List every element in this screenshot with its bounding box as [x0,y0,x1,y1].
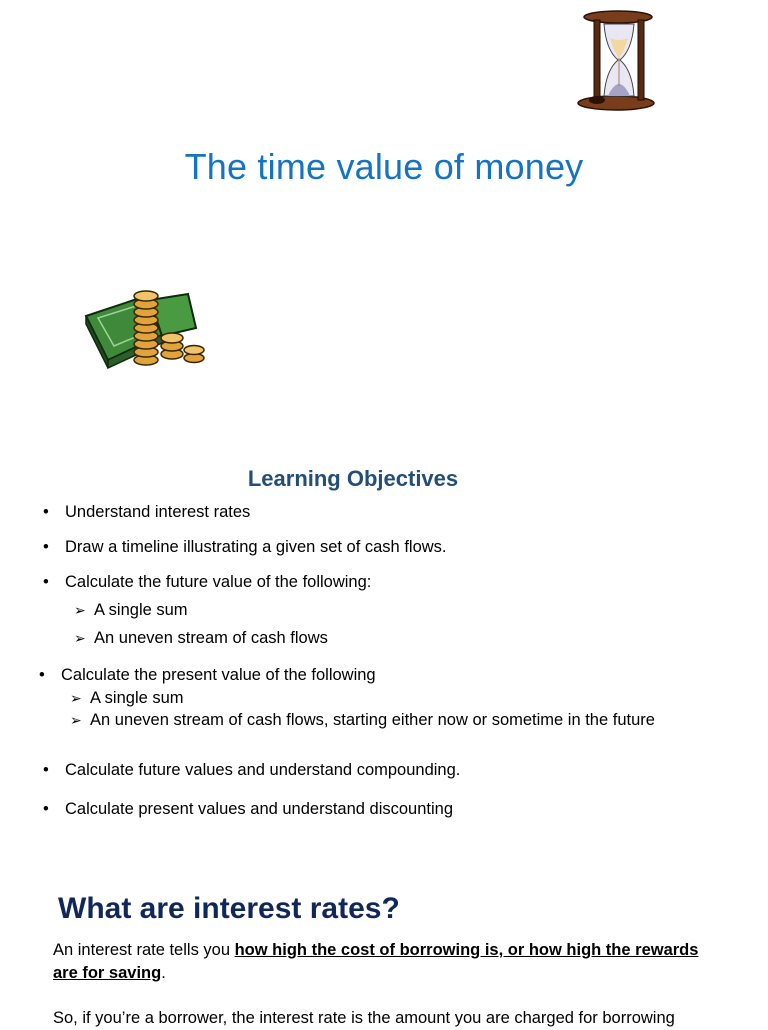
borrower-paragraph: So, if you’re a borrower, the interest rate is the amount you are charged for borrowing [53,1009,675,1027]
objective-item [43,503,250,522]
objective-text: Calculate the future value of the following: [65,573,372,591]
emphasized-text: how high the cost of borrowing is, or how high the rewards are for saving [53,941,699,982]
page-title: The time value of money [184,146,584,187]
hourglass-icon [574,10,658,112]
arrow-bullet-icon: ➢ [74,602,86,618]
sub-item-text: An uneven stream of cash flows [94,629,328,647]
arrow-bullet-icon: ➢ [70,690,82,706]
interest-rate-paragraph [53,939,723,985]
sub-item-text: An uneven stream of cash flows, starting either now or sometime in the future [90,711,655,729]
objective-item [43,573,371,592]
sub-item-text: A single sum [94,601,188,619]
objective-text: Draw a timeline illustrating a given set of cash flows. [65,538,447,556]
bullet-glyph: • [39,666,45,684]
bullet-glyph: • [43,761,49,779]
sub-item-text: A single sum [90,689,184,707]
section-heading: What are interest rates? [58,892,400,925]
objective-text: Calculate present values and understand discounting [65,800,454,818]
sub-item [74,629,328,648]
paragraph-text: . [161,964,166,982]
money-stack-icon [80,288,212,374]
objective-item [43,761,460,780]
objective-item [43,800,453,819]
arrow-bullet-icon: ➢ [74,630,86,646]
objective-text: Calculate the present value of the following [61,666,376,684]
arrow-bullet-icon: ➢ [70,712,82,728]
bullet-glyph: • [43,503,49,521]
sub-item [70,711,655,730]
sub-item [70,689,184,708]
objectives-heading: Learning Objectives [247,466,459,491]
objective-item [43,538,447,557]
paragraph-text: An interest rate tells you [53,941,235,959]
objective-text: Understand interest rates [65,503,251,521]
bullet-glyph: • [43,538,49,556]
bullet-glyph: • [43,573,49,591]
objective-item [39,666,376,685]
bullet-glyph: • [43,800,49,818]
sub-item [74,601,188,620]
objective-text: Calculate future values and understand compounding. [65,761,461,779]
